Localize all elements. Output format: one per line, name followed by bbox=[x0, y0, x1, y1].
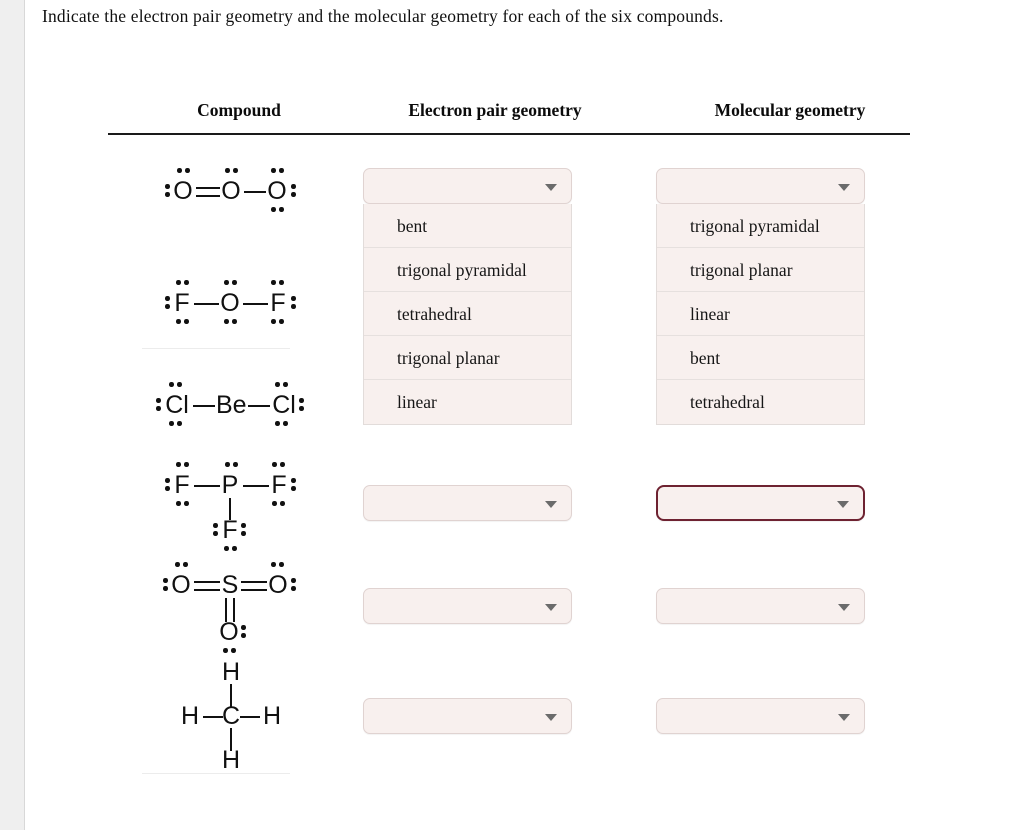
column-header-compound: Compound bbox=[197, 100, 281, 120]
atom-label: F bbox=[271, 471, 287, 499]
option-item[interactable]: linear bbox=[657, 292, 864, 336]
option-item[interactable]: trigonal pyramidal bbox=[657, 204, 864, 248]
atom-label: H bbox=[221, 658, 241, 686]
electron-pair-geometry-select-row-1[interactable] bbox=[363, 168, 572, 204]
bond-single bbox=[193, 405, 215, 407]
atom-label: F bbox=[174, 471, 190, 499]
option-item[interactable]: bent bbox=[364, 204, 571, 248]
lewis-structure-phosphorus-trifluoride bbox=[25, 452, 355, 562]
bond-double bbox=[196, 187, 220, 189]
option-item[interactable]: trigonal pyramidal bbox=[364, 248, 571, 292]
atom-label: S bbox=[221, 571, 239, 599]
option-item[interactable]: bent bbox=[657, 336, 864, 380]
lewis-structure-sulfur-trioxide bbox=[25, 552, 355, 662]
bond-single bbox=[248, 405, 270, 407]
chevron-down-icon bbox=[545, 501, 557, 508]
column-header-electron-pair-geometry: Electron pair geometry bbox=[408, 100, 582, 120]
option-item[interactable]: tetrahedral bbox=[690, 392, 765, 412]
lewis-structure-oxygen-difluoride bbox=[25, 270, 355, 340]
atom-label: O bbox=[221, 177, 241, 205]
chevron-down-icon bbox=[545, 184, 557, 191]
option-item[interactable]: tetrahedral bbox=[364, 292, 571, 336]
atom-label: P bbox=[221, 471, 239, 499]
chevron-down-icon bbox=[837, 501, 849, 508]
bond-double bbox=[194, 589, 220, 591]
atom-label: Cl bbox=[272, 391, 296, 419]
molecular-geometry-options-list[interactable] bbox=[656, 204, 865, 425]
electron-pair-geometry-select-row-6[interactable] bbox=[363, 698, 572, 734]
atom-label: H bbox=[221, 746, 241, 774]
bond-double bbox=[196, 195, 220, 197]
molecular-geometry-select-row-6[interactable] bbox=[656, 698, 865, 734]
atom-label: H bbox=[262, 702, 282, 730]
atom-label: O bbox=[173, 177, 193, 205]
lewis-structure-methane bbox=[25, 658, 355, 773]
atom-label: O bbox=[220, 289, 240, 317]
chevron-down-icon bbox=[838, 714, 850, 721]
atom-label: C bbox=[221, 702, 241, 730]
bond-single bbox=[240, 716, 260, 718]
option-item[interactable]: trigonal planar bbox=[364, 336, 571, 380]
atom-label: Cl bbox=[165, 391, 189, 419]
question-prompt: Indicate the electron pair geometry and the molecular geometry for each of the six compounds. bbox=[42, 6, 724, 26]
bond-single bbox=[194, 485, 220, 487]
atom-label: O bbox=[219, 618, 239, 646]
bond-single bbox=[243, 303, 268, 305]
chevron-down-icon bbox=[838, 184, 850, 191]
electron-pair-geometry-select-row-5[interactable] bbox=[363, 588, 572, 624]
bond-single bbox=[194, 303, 219, 305]
atom-label: H bbox=[180, 702, 200, 730]
row-divider bbox=[142, 348, 290, 349]
chevron-down-icon bbox=[545, 604, 557, 611]
chevron-down-icon bbox=[545, 714, 557, 721]
bond-double bbox=[241, 589, 267, 591]
option-item[interactable]: linear bbox=[397, 392, 437, 412]
row-divider bbox=[142, 773, 290, 774]
electron-pair-geometry-select-row-4[interactable] bbox=[363, 485, 572, 521]
atom-label: Be bbox=[216, 391, 247, 419]
atom-label: O bbox=[268, 571, 288, 599]
bond-double bbox=[241, 581, 267, 583]
molecular-geometry-select-row-5[interactable] bbox=[656, 588, 865, 624]
column-header-molecular-geometry: Molecular geometry bbox=[714, 100, 866, 120]
molecular-geometry-select-row-1[interactable] bbox=[656, 168, 865, 204]
left-gutter-strip bbox=[0, 0, 25, 830]
bond-single bbox=[203, 716, 223, 718]
atom-label: F bbox=[222, 516, 238, 544]
header-rule bbox=[108, 133, 910, 135]
lewis-structure-beryllium-chloride bbox=[25, 372, 355, 442]
chevron-down-icon bbox=[838, 604, 850, 611]
atom-label: O bbox=[267, 177, 287, 205]
page-content bbox=[25, 0, 1024, 830]
electron-pair-geometry-options-list[interactable] bbox=[363, 204, 572, 425]
bond-double bbox=[194, 581, 220, 583]
bond-single bbox=[244, 191, 266, 193]
molecular-geometry-select-row-4[interactable] bbox=[656, 485, 865, 521]
atom-label: O bbox=[171, 571, 191, 599]
atom-label: F bbox=[270, 289, 286, 317]
lewis-structure-ozone bbox=[25, 158, 355, 228]
option-item[interactable]: trigonal planar bbox=[657, 248, 864, 292]
bond-single bbox=[243, 485, 269, 487]
atom-label: F bbox=[174, 289, 190, 317]
